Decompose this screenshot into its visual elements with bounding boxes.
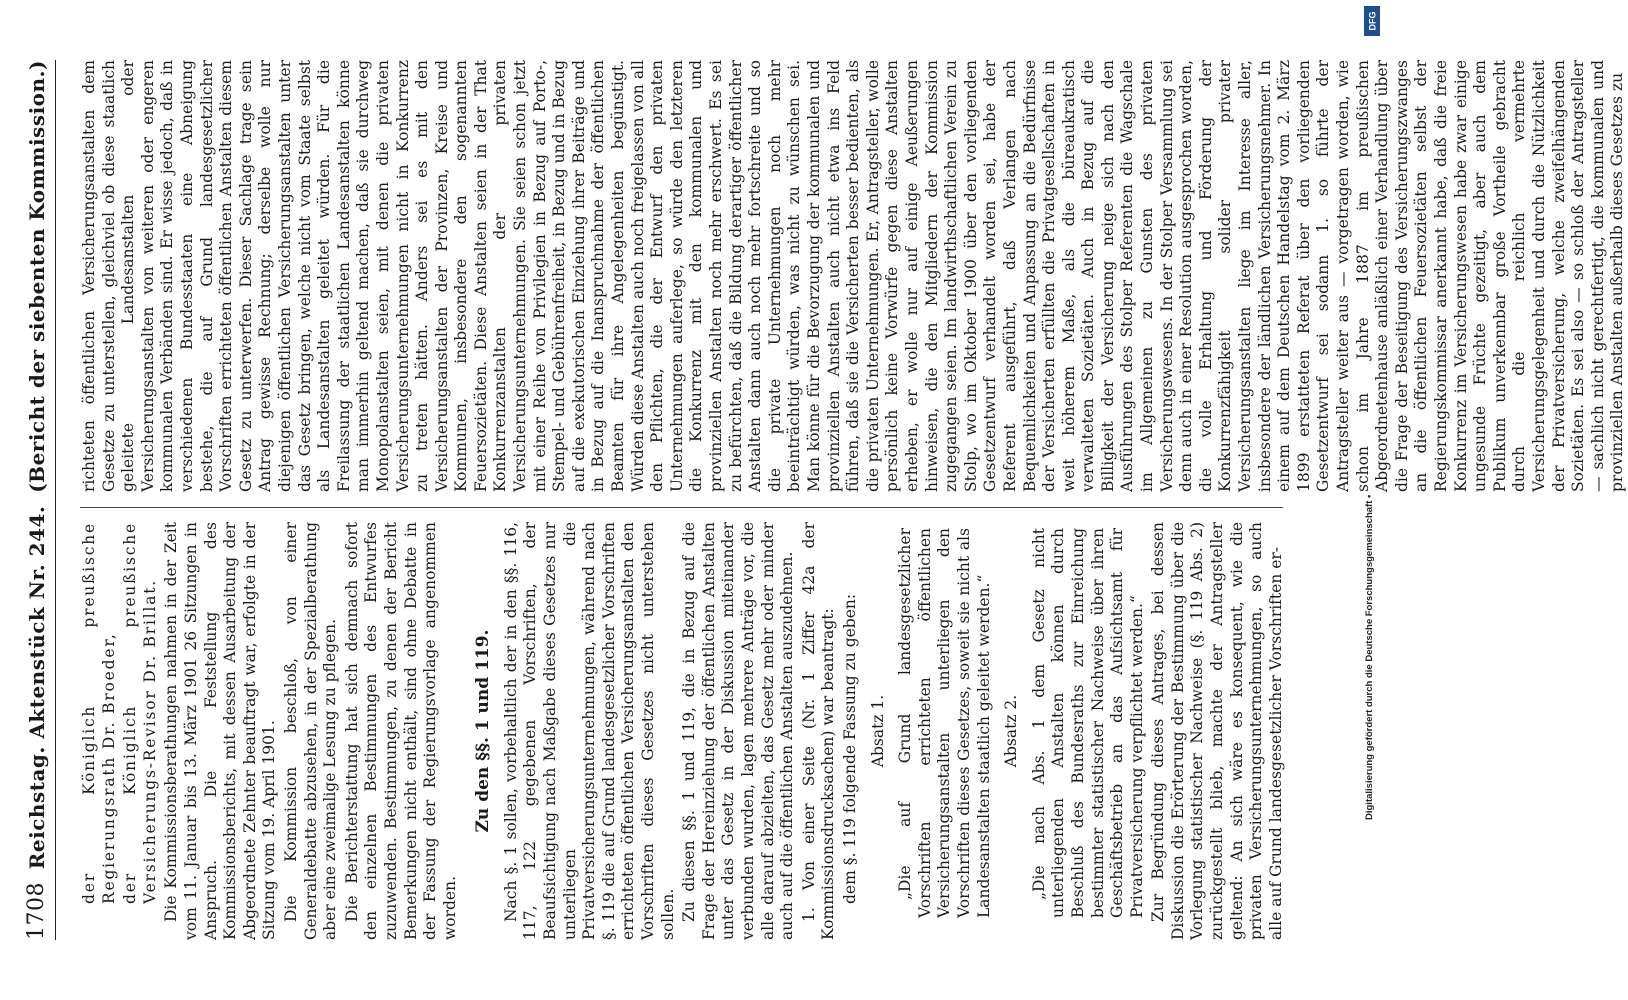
quoted-provision: „Die nach Abs. 1 dem Gesetz nicht unterliegenden Anstalten können durch Beschluß des Bundesraths zur Einreichung bestimmter statistischer Nachweise über ihren Geschäftsbetrieb an das Aufsichtsamt für Privatversicherung verpflichtet werden.“	[1029, 528, 1146, 918]
subsection-label: Absatz 1.	[868, 694, 887, 768]
paragraph: 1. Von einer Seite (Nr. 1 Ziffer 42a der Kommissionsdrucksachen) war beantragt:	[799, 522, 838, 940]
paragraph: Die Berichterstattung hat sich demnach sofort den einzelnen Bestimmungen des Entwurfes zuzuwenden. Bestimmungen, zu denen der Bericht Bemerkungen nicht enthält, sind ohne Debatte in der Fassung der Regierungsvorlage angenommen worden.	[342, 522, 459, 940]
page-number: 1708	[24, 882, 49, 940]
paragraph: Zur Begründung dieses Antrages, bei dessen Diskussion die Erörterung der Bestimmung über die Vorlegung statistischer Nachweise (§. 119 Abs. 2) zurückgestellt blieb, machte der Antragsteller geltend: An sich wäre es konsequent, wie die privaten Versicherungsunternehmungen, so auch alle auf Grund landesgesetzlicher Vorschriften er-	[1149, 522, 1285, 940]
paragraph: der Königlich preußische Versicherungs-Revisor Dr. Brillat.	[121, 522, 159, 904]
paragraph: Nach §. 1 sollen, vorbehaltlich der in den §§. 116, 117, 122 gegebenen Vorschriften, der Beaufsichtigung nach Maßgabe dieses Gesetzes nur unterliegen die Privatversicherungsunternehmungen, während nach §. 119 die auf Grund landesgesetzlicher Vorschriften errichteten öffentlichen Versicherungsanstalten den Vorschriften dieses Gesetzes nicht unterstehen sollen.	[501, 522, 677, 940]
paragraph: dem §. 119 folgende Fassung zu geben:	[840, 593, 859, 904]
section-heading: Zu den §§. 1 und 119.	[473, 629, 494, 833]
digitisation-credit	[1361, 0, 1383, 1000]
quoted-provision: „Die auf Grund landesgesetzlicher Vorschriften errichteten öffentlichen Versicherungsanstalten unterliegen den Vorschriften dieses Gesetzes, soweit sie nicht als Landesanstalten staatlich geleitet werden.“	[896, 528, 993, 918]
paragraph: Zu diesen §§. 1 und 119, die in Bezug auf die Frage der Hereinziehung der öffentlichen Anstalten unter das Gesetz in der Diskussion miteinander verbunden wurden, lagen mehrere Anträge vor, die alle darauf abzielten, das Gesetz mehr oder minder auch auf die öffentlichen Anstalten auszudehnen.	[680, 522, 797, 940]
subsection-label: Absatz 2.	[1002, 694, 1021, 768]
section-title: (Bericht der siebenten Kommission.)	[25, 60, 49, 493]
paragraph: Die Kommissionsberathungen nahmen in der Zeit vom 11. Januar bis 13. März 1901 26 Sitzungen in Anspruch. Die Feststellung des Kommissionsberichts, mit dessen Ausarbeitung der Abgeordnete Zehnter beauftragt war, erfolgte in der Sitzung vom 19. April 1901.	[162, 522, 279, 940]
right-column	[80, 60, 1627, 492]
dfg-logo: DFG	[1364, 6, 1380, 36]
left-column	[80, 522, 1283, 940]
page-header	[8, 60, 56, 940]
dfg-credit-text: Digitalisierung gefördert durch die Deutsche Forschungsgemeinschaft •	[1364, 494, 1375, 820]
paragraph: der Königlich preußische Regierungsrath Dr. Broeder,	[80, 522, 118, 904]
column-divider	[80, 507, 1283, 508]
paragraph: richteten öffentlichen Versicherungsanstalten dem Gesetze zu unterstellen, gleichviel ob diese staatlich geleitete Landesanstalten oder Versicherungsanstalten von weiteren oder engeren kommunalen Verbänden sind. Er wisse jedoch, daß in verschiedenen Bundesstaaten eine Abneigung bestehe, die auf Grund landesgesetzlicher Vorschriften errichteten öffentlichen Anstalten diesem Gesetz zu unterwerfen. Dieser Sachlage trage sein Antrag gewisse Rechnung; derselbe wolle nur diejenigen öffentlichen Versicherungsanstalten unter das Gesetz bringen, welche nicht vom Staate selbst als Landesanstalten geleitet würden. Für die Freilassung der staatlichen Landesanstalten könne man immerhin geltend machen, daß sie durchweg Monopolanstalten seien, mit denen die privaten Versicherungsunternehmungen nicht in Konkurrenz zu treten hätten. Anders sei es mit den Versicherungsanstalten der Provinzen, Kreise und Kommunen, insbesondere den sogenannten Feuersozietäten. Diese Anstalten seien in der That Konkurrenzanstalten der privaten Versicherungsunternehmungen. Sie seien schon jetzt mit einer Reihe von Privilegien in Bezug auf Porto-, Stempel- und Gebührenfreiheit, in Bezug und in Bezug auf die exekutorischen Einziehung ihrer Beiträge und in Bezug auf die Inanspruchnahme der öffentlichen Beamten für ihre Angelegenheiten begünstigt. Würden diese Anstalten auch noch freigelassen von all den Pflichten, die der Entwurf den privaten Unternehmungen auferlege, so würde den letzteren die Konkurrenz mit den kommunalen und provinziellen Anstalten noch mehr erschwert. Es sei zu befürchten, daß die Bildung derartiger öffentlicher Anstalten dann auch noch mehr fortschreite und so die private Unternehmungen noch mehr beeinträchtigt würden, was nicht zu wünschen sei. Man könne für die Bevorzugung der kommunalen und provinziellen Anstalten auch nicht etwa ins Feld führen, daß sie die Versicherten besser bedienten, als die privaten Unternehmungen. Er, Antragsteller, wolle persönlich keine Vorwürfe gegen diese Anstalten erheben, er wolle nur auf einige Aeußerungen hinweisen, die den Mitgliedern der Kommission zugegangen seien. Im landwirthschaftlichen Verein zu Stolp, wo im Oktober 1900 über den vorliegenden Gesetzentwurf verhandelt worden sei, habe der Referent ausgeführt, daß Verlangen nach Bequemlichkeiten und Anpassung an die Bedürfnisse der Versicherten erfüllten die Privatgesellschaften in weit höherem Maße, als die büreaukratisch verwalteten Sozietäten. Auch in Bezug auf die Billigkeit der Versicherung neige sich nach den Ausführungen des Stolper Referenten die Wagschale im Allgemeinen zu Gunsten des privaten Versicherungswesens. In der Stolper Versammlung sei denn auch in einer Resolution ausgesprochen worden, die volle Erhaltung und Förderung der Konkurrenzfähigkeit solider privater Versicherungsanstalten liege im Interesse aller, insbesondere der ländlichen Versicherungsnehmer. In einem auf dem Deutschen Handelstag vom 2. März 1899 erstatteten Referat über den vorliegenden Gesetzentwurf sei sodann 1. so führte der Antragsteller weiter aus — vorgetragen worden, wie schon im Jahre 1887 im preußischen Abgeordnetenhause anläßlich einer Verhandlung über die Frage der Beseitigung des Versicherungszwanges an die öffentlichen Feuersozietäten selbst der Regierungskommissar anerkannt habe, daß die freie Konkurrenz im Versicherungswesen habe zwar einige ungesunde Früchte gezeitigt, aber auch dem Publikum unverkennbar große Vortheile gebracht durch die reichlich vermehrte Versicherungsgelegenheit und durch die Nützlichkeit der Privatversicherung, welche zweifelhängenden Sozietäten. Es sei also — so schloß der Antragsteller — sachlich nicht gerechtfertigt, die kommunalen und provinziellen Anstalten außerhalb dieses Gesetzes zu	[80, 60, 1627, 492]
paragraph: Die Kommission beschloß, von einer Generaldebatte abzusehen, in der Spezialberathung aber eine zweimalige Lesung zu pflegen.	[281, 522, 340, 940]
running-title: Reichstag. Aktenstück Nr. 244.	[25, 505, 49, 870]
